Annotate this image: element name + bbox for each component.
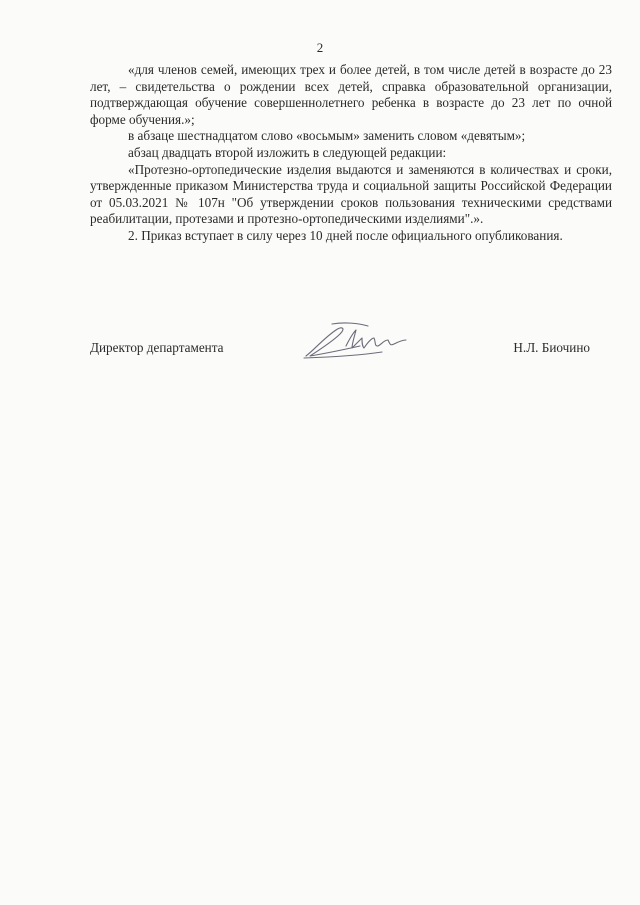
paragraph-family-documents: «для членов семей, имеющих трех и более детей, в том числе детей в возрасте до 23 лет, – свидетельства о рождении всех детей, справка образовательной организации, подтверждающая обучение совершеннолетнего ребенка в возрасте до 23 лет по очной форме обучения.»; (90, 62, 612, 127)
paragraph-prosthetics: «Протезно-ортопедические изделия выдаются и заменяются в количествах и сроки, утвержденные приказом Министерства труда и социальной защиты Российской Федерации от 05.03.2021 № 107н "Об утверждении сроков пользования техническими средствами реабилитации, протезами и протезно-ортопедическими изделиями".». (90, 161, 612, 227)
paragraph-effective-date: 2. Приказ вступает в силу через 10 дней после официального опубликования. (128, 227, 563, 243)
page-number: 2 (316, 40, 324, 55)
signatory-position: Директор департамента (90, 340, 224, 355)
paragraph-word-replacement: в абзаце шестнадцатом слово «восьмым» заменить словом «девятым»; (128, 128, 526, 144)
paragraph-new-edition: абзац двадцать второй изложить в следующей редакции: (128, 144, 447, 160)
document-body (90, 62, 612, 245)
signer-name: Н.Л. Биочино (513, 340, 590, 355)
signature-block (90, 320, 612, 370)
handwritten-signature (302, 320, 422, 362)
